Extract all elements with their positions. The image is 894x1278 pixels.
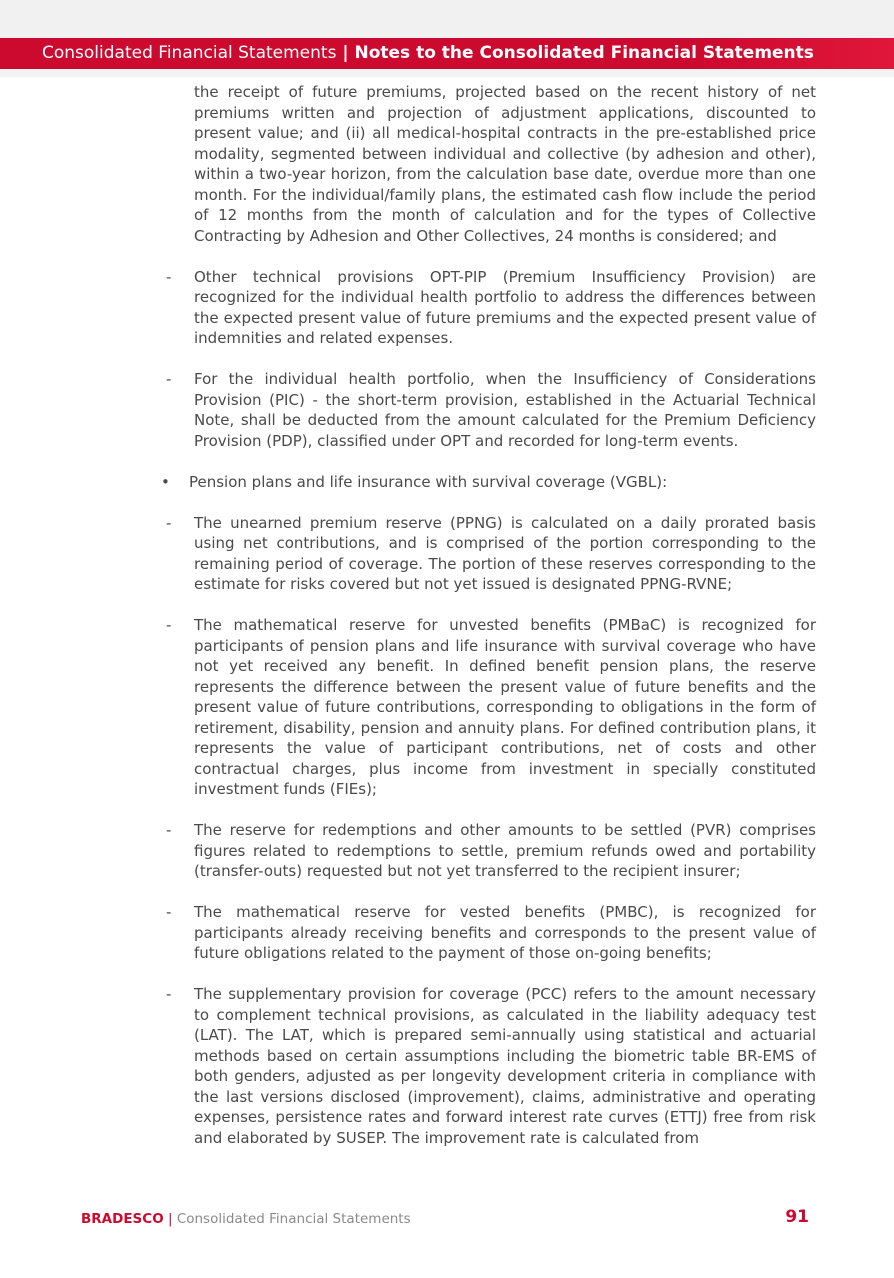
page-number: 91: [785, 1207, 809, 1227]
list-item-pmbac: [0, 615, 894, 800]
header-subsection: Notes to the Consolidated Financial Statements: [354, 43, 814, 63]
paragraph-text: the receipt of future premiums, projected based on the recent history of net premiums written and projection of adjustment applications, discounted to present value; and (ii) all medical-hospital contracts in the pre-established price modality, segmented between individual and collective (by adhesion and other), within a two-year horizon, from the calculation base date, overdue more than one month. For the individual/family plans, the estimated cash flow include the period of 12 months from the month of calculation and for the types of Collective Contracting by Adhesion and Other Collectives, 24 months is considered; and: [194, 83, 816, 245]
dash-marker: -: [166, 903, 172, 921]
list-item-pic: [0, 369, 894, 451]
footer-document-title: Consolidated Financial Statements: [176, 1211, 411, 1227]
header-separator: |: [336, 43, 355, 63]
dash-marker: -: [166, 616, 172, 634]
header-shadow: [0, 69, 894, 77]
list-item-text: The supplementary provision for coverage (PCC) refers to the amount necessary to complement technical provisions, as calculated in the liability adequacy test (LAT). The LAT, which is prepared semi-annually using statistical and actuarial methods based on certain assumptions including the biometric table BR-EMS of both genders, adjusted as per longevity development criteria in compliance with the last versions disclosed (improvement), claims, administrative and operating expenses, persistence rates and forward interest rate curves (ETTJ) free from risk and elaborated by SUSEP. The improvement rate is calculated from: [194, 985, 816, 1147]
dash-marker: -: [166, 513, 172, 532]
dash-marker: -: [166, 370, 172, 388]
header-section: Consolidated Financial Statements: [42, 43, 337, 63]
page-header: [0, 38, 894, 69]
list-item-ppng: [0, 513, 894, 595]
continuation-paragraph: [0, 82, 894, 246]
list-item-pvr: [0, 820, 894, 882]
page-footer: [81, 1208, 813, 1230]
list-item-text: The mathematical reserve for unvested benefits (PMBaC) is recognized for participants of pension plans and life insurance with survival coverage who have not yet received any benefit. In defined benefit pension plans, the reserve represents the difference between the present value of future benefits and the present value of future contributions, corresponding to obligations in the form of retirement, disability, pension and annuity plans. For defined contribution plans, it represents the value of participant contributions, net of costs and other contractual charges, plus income from investment in specially constituted investment funds (FIEs);: [194, 616, 816, 798]
list-item-text: The mathematical reserve for vested benefits (PMBC), is recognized for participants already receiving benefits and corresponds to the present value of future obligations related to the payment of those on-going benefits;: [194, 903, 816, 962]
dash-marker: -: [166, 267, 172, 286]
footer-brand: BRADESCO: [81, 1211, 164, 1227]
list-item-opt-pip: [0, 267, 894, 349]
top-margin: [0, 0, 894, 38]
list-item-text: For the individual health portfolio, when the Insufficiency of Considerations Provision (PIC) - the short-term provision, established in the Actuarial Technical Note, shall be deducted from the amount calculated for the Premium Deficiency Provision (PDP), classified under OPT and recorded for long-term events.: [194, 370, 816, 450]
list-item-text: Other technical provisions OPT-PIP (Premium Insufficiency Provision) are recognized for the individual health portfolio to address the differences between the expected present value of future premiums and the expected present value of indemnities and related expenses.: [194, 267, 816, 347]
bullet-heading-pension: [0, 472, 894, 493]
bullet-text: Pension plans and life insurance with survival coverage (VGBL):: [189, 472, 668, 491]
dash-marker: -: [166, 821, 172, 839]
list-item-text: The reserve for redemptions and other amounts to be settled (PVR) comprises figures related to redemptions to settle, premium refunds owed and portability (transfer-outs) requested but not yet transferred to the recipient insurer;: [194, 821, 816, 880]
list-item-text: The unearned premium reserve (PPNG) is calculated on a daily prorated basis using net contributions, and is comprised of the portion corresponding to the remaining period of coverage. The portion of these reserves corresponding to the estimate for risks covered but not yet issued is designated PPNG-RVNE;: [194, 513, 816, 593]
list-item-pcc: [0, 984, 894, 1148]
bullet-marker: •: [161, 472, 170, 491]
list-item-pmbc: [0, 902, 894, 964]
document-body: [0, 82, 894, 1169]
footer-separator: |: [163, 1211, 177, 1227]
dash-marker: -: [166, 985, 172, 1003]
